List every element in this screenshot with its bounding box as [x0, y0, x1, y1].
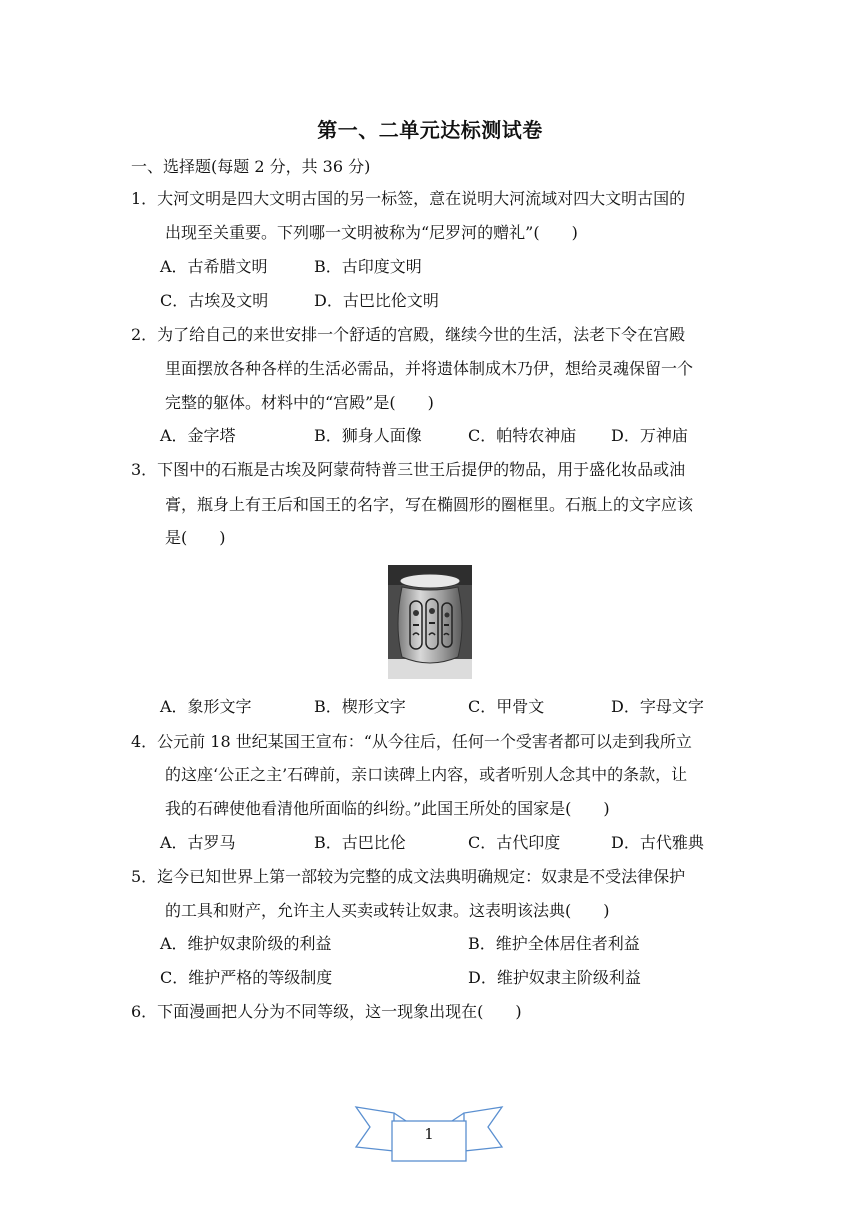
- question-1-line-1: 1．大河文明是四大文明古国的另一标签，意在说明大河流域对四大文明古国的: [131, 189, 686, 208]
- q2-option-b: B．狮身人面像: [314, 426, 422, 445]
- question-4-line-1: 4．公元前 18 世纪某国王宣布：“从今往后，任何一个受害者都可以走到我所立: [131, 732, 692, 751]
- q4-option-c: C．古代印度: [468, 833, 561, 852]
- question-3-line-1: 3．下图中的石瓶是古埃及阿蒙荷特普三世王后提伊的物品，用于盛化妆品或油: [131, 460, 686, 479]
- question-4-line-3: 我的石碑使他看清他所面临的纠纷。”此国王所处的国家是( ): [165, 799, 610, 818]
- q5-option-b: B．维护全体居住者利益: [468, 934, 640, 953]
- q5-option-d: D．维护奴隶主阶级利益: [468, 968, 641, 987]
- q4-option-d: D．古代雅典: [611, 833, 704, 852]
- question-4-line-2: 的这座‘公正之主’石碑前，亲口读碑上内容，或者听别人念其中的条款，让: [165, 765, 688, 784]
- section-heading: 一、选择题(每题 2 分，共 36 分): [131, 157, 371, 176]
- question-5-line-2: 的工具和财产，允许主人买卖或转让奴隶。这表明该法典( ): [165, 901, 610, 920]
- q3-option-b: B．楔形文字: [314, 697, 406, 716]
- question-1-line-2: 出现至关重要。下列哪一文明被称为“尼罗河的赠礼”( ): [165, 223, 578, 242]
- stone-jar-image: [388, 565, 472, 679]
- q1-option-b: B．古印度文明: [314, 257, 422, 276]
- q1-option-d: D．古巴比伦文明: [314, 291, 439, 310]
- q5-option-c: C．维护严格的等级制度: [160, 968, 333, 987]
- question-5-line-1: 5．迄今已知世界上第一部较为完整的成文法典明确规定：奴隶是不受法律保护: [131, 867, 686, 886]
- question-2-line-1: 2．为了给自己的来世安排一个舒适的宫殿，继续今世的生活，法老下令在宫殿: [131, 325, 686, 344]
- q1-option-a: A．古希腊文明: [160, 257, 268, 276]
- q3-option-d: D．字母文字: [611, 697, 704, 716]
- q4-option-b: B．古巴比伦: [314, 833, 406, 852]
- q2-option-a: A．金字塔: [160, 426, 236, 445]
- q3-option-c: C．甲骨文: [468, 697, 545, 716]
- q2-option-c: C．帕特农神庙: [468, 426, 577, 445]
- question-3-line-2: 膏，瓶身上有王后和国王的名字，写在椭圆形的圈框里。石瓶上的文字应该: [165, 495, 694, 514]
- page-title: 第一、二单元达标测试卷: [317, 118, 543, 142]
- page-number: 1: [424, 1125, 434, 1143]
- question-3-line-3: 是( ): [165, 528, 226, 547]
- q4-option-a: A．古罗马: [160, 833, 236, 852]
- q3-option-a: A．象形文字: [160, 697, 252, 716]
- q5-option-a: A．维护奴隶阶级的利益: [160, 934, 332, 953]
- q1-option-c: C．古埃及文明: [160, 291, 269, 310]
- question-2-line-2: 里面摆放各种各样的生活必需品，并将遗体制成木乃伊，想给灵魂保留一个: [165, 359, 694, 378]
- question-6-line-1: 6．下面漫画把人分为不同等级，这一现象出现在( ): [131, 1002, 522, 1021]
- question-2-line-3: 完整的躯体。材料中的“宫殿”是( ): [165, 393, 434, 412]
- q2-option-d: D．万神庙: [611, 426, 688, 445]
